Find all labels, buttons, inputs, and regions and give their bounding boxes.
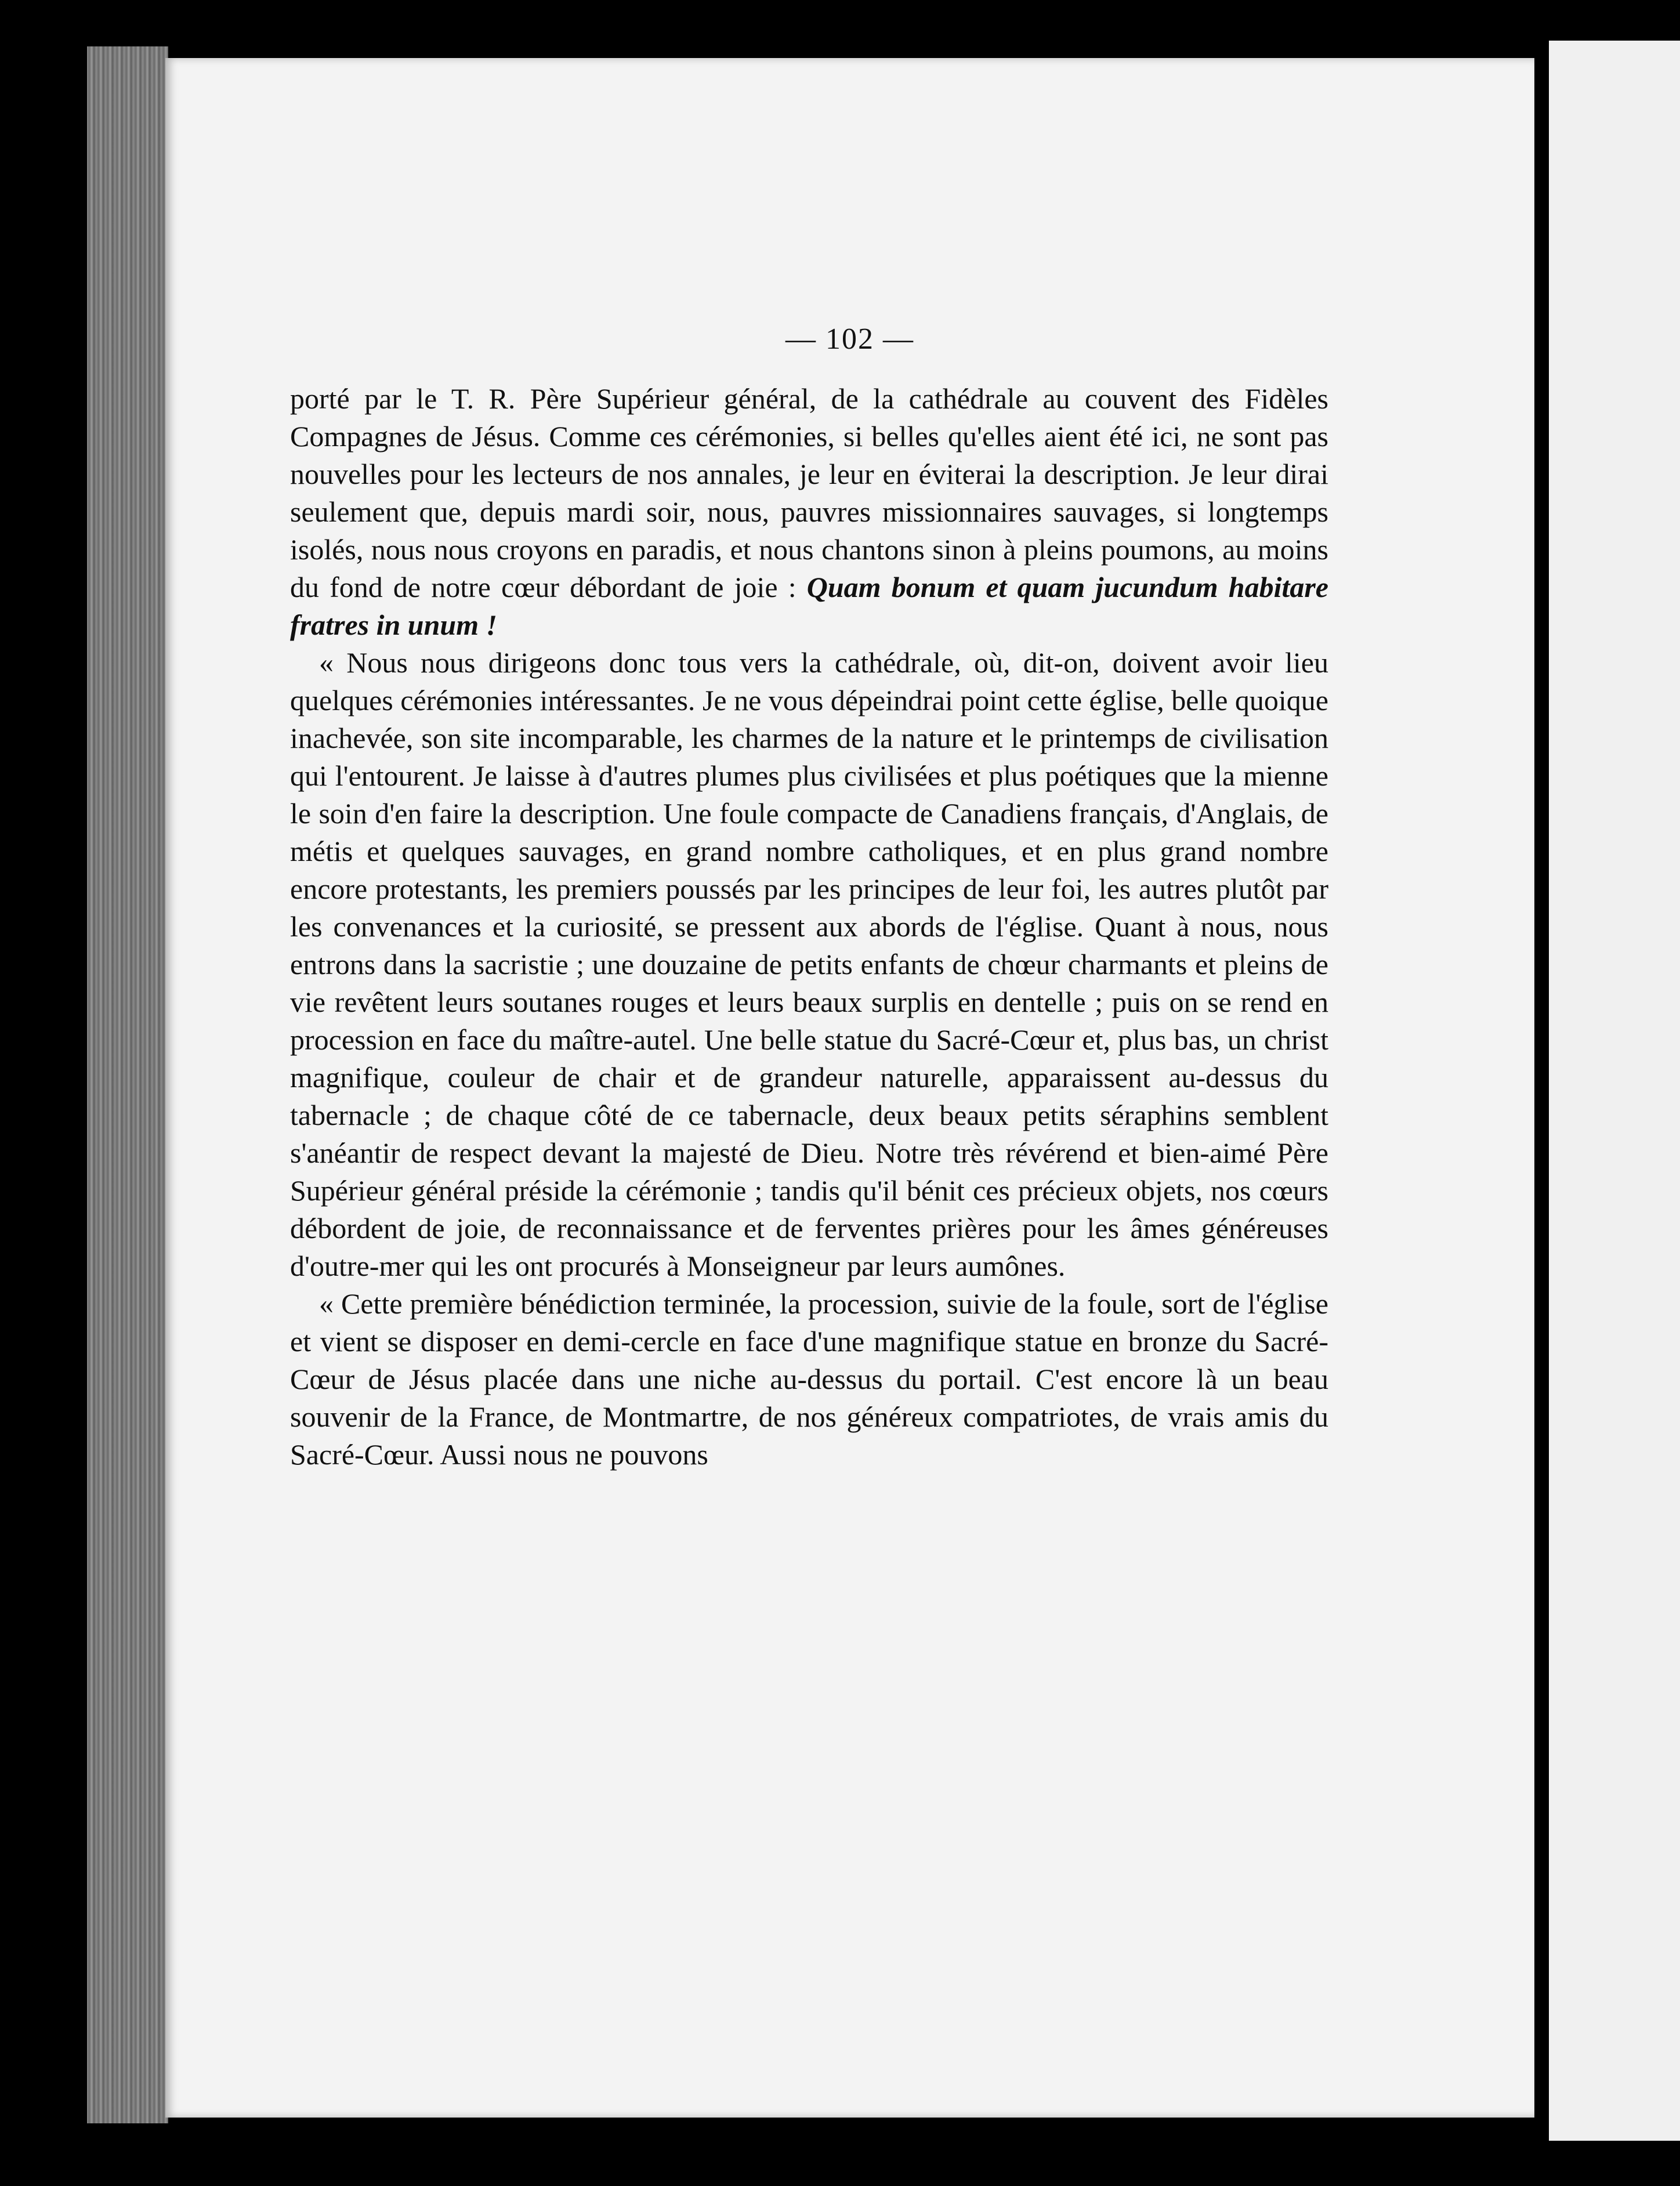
stacked-page-edges: [87, 46, 168, 2123]
latin-quotation: Quam bonum et quam jucundum habitare fratres in unum !: [290, 571, 1329, 641]
paragraph-1: [290, 380, 1328, 644]
paragraph-3: « Cette première bénédiction terminée, la procession, suivie de la foule, sort de l'église et vient se disposer en demi-cercle en face d'une magnifique statue en bronze du Sacré-Cœur de Jésus placée dans une niche au-dessus du portail. C'est encore là un beau souvenir de la France, de Montmartre, de nos généreux compatriotes, de vrais amis du Sacré-Cœur. Aussi nous ne pouvons: [290, 1287, 1328, 1471]
facing-page-edge: [1549, 41, 1680, 2141]
paragraph-2: « Nous nous dirigeons donc tous vers la cathédrale, où, dit-on, doivent avoir lieu quelques cérémonies intéressantes. Je ne vous dépeindrai point cette église, belle quoique inachevée, son site incomparable, les charmes de la nature et le printemps de civilisation qui l'entourent. Je laisse à d'autres plumes plus civilisées et plus poétiques que la mienne le soin d'en faire la description. Une foule compacte de Canadiens français, d'Anglais, de métis et quelques sauvages, en grand nombre catholiques, et en plus grand nombre encore protestants, les premiers poussés par les principes de leur foi, les autres plutôt par les convenances et la curiosité, se pressent aux abords de l'église. Quant à nous, nous entrons dans la sacristie ; une douzaine de petits enfants de chœur charmants et pleins de vie revêtent leurs soutanes rouges et leurs beaux surplis en dentelle ; puis on se rend en procession en face du maître-autel. Une belle statue du Sacré-Cœur et, plus bas, un christ magnifique, couleur de chair et de grandeur naturelle, apparaissent au-dessus du tabernacle ; de chaque côté de ce tabernacle, deux beaux petits séraphins semblent s'anéantir de respect devant la majesté de Dieu. Notre très révérend et bien-aimé Père Supérieur général préside la cérémonie ; tandis qu'il bénit ces précieux objets, nos cœurs débordent de joie, de reconnaissance et de ferventes prières pour les âmes généreuses d'outre-mer qui les ont procurés à Monseigneur par leurs aumônes.: [290, 646, 1328, 1282]
page-number: — 102 —: [785, 323, 914, 356]
paragraph-1-text: porté par le T. R. Père Supérieur général, de la cathédrale au couvent des Fidèles Compagnes de Jésus. Comme ces cérémonies, si belles qu'elles aient été ici, ne sont pas nouvelles pour les lecteurs de nos annales, je leur en éviterai la description. Je leur dirai seulement que, depuis mardi soir, nous, pauvres missionnaires sauvages, si longtemps isolés, nous nous croyons en paradis, et nous chantons sinon à pleins poumons, au moins du fond de notre cœur débordant de joie :: [290, 382, 1328, 603]
body-text: [290, 380, 1328, 1474]
